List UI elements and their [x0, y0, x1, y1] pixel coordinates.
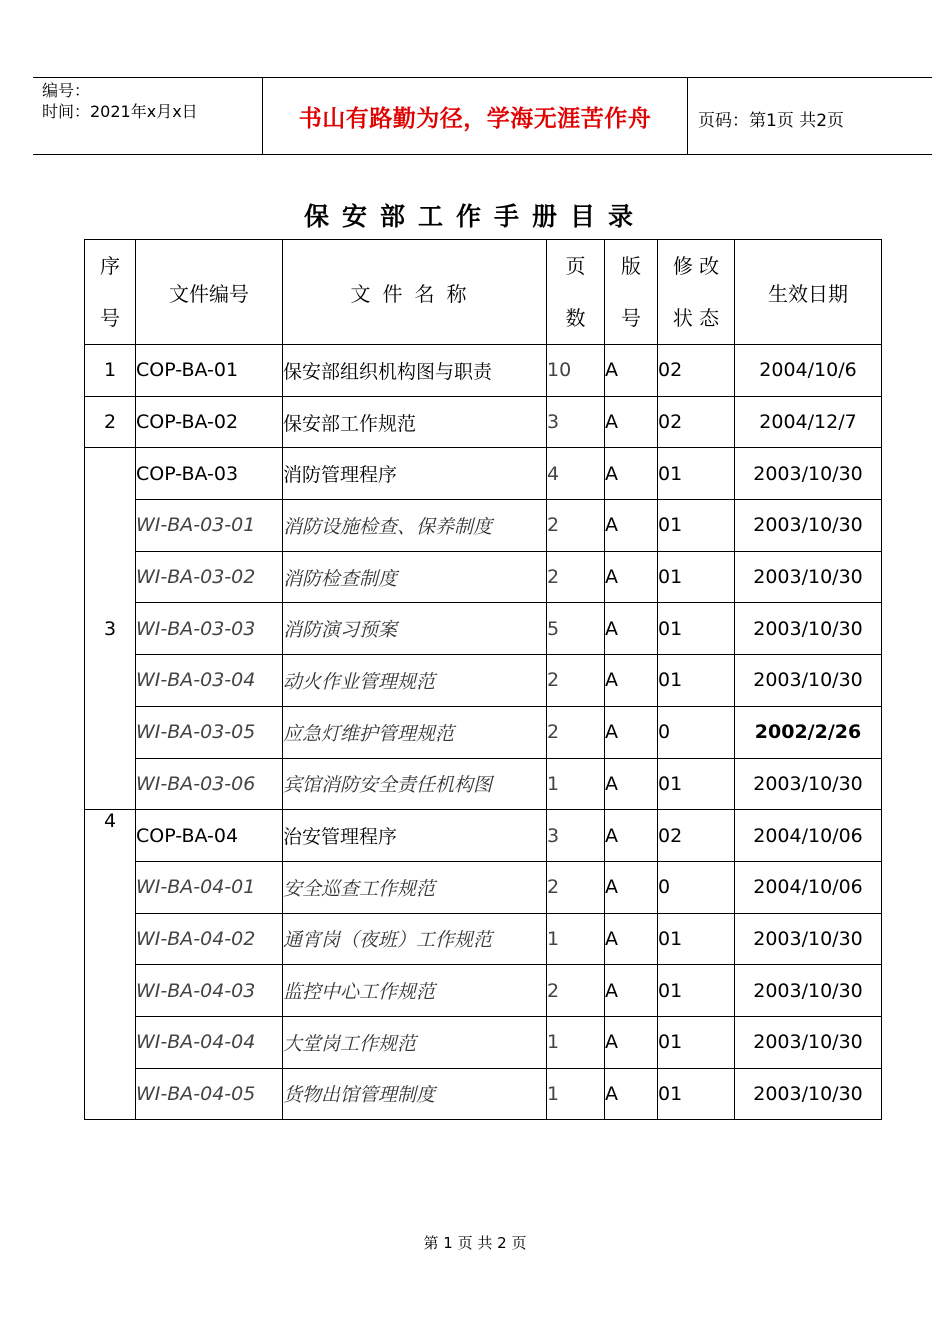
header-bottom-rule — [33, 154, 932, 155]
file-name: 监控中心工作规范 — [283, 965, 547, 1017]
table-row — [85, 861, 882, 913]
file-name: 大堂岗工作规范 — [283, 1016, 547, 1068]
table-header-row — [85, 240, 882, 345]
document-number-label: 编号： — [42, 81, 91, 100]
revision: 01 — [658, 1068, 735, 1120]
seq-cell: 2 — [85, 396, 136, 448]
file-name: 保安部组织机构图与职责 — [283, 345, 547, 397]
version: A — [605, 655, 658, 707]
effective-date: 2003/10/30 — [735, 448, 882, 500]
table-row — [85, 810, 882, 862]
page-count: 2 — [547, 551, 605, 603]
table-row — [85, 706, 882, 758]
version: A — [605, 603, 658, 655]
file-code: WI-BA-03-03 — [136, 603, 283, 655]
header-top-rule — [33, 77, 932, 78]
revision: 02 — [658, 810, 735, 862]
revision: 01 — [658, 1016, 735, 1068]
file-name: 货物出馆管理制度 — [283, 1068, 547, 1120]
file-code: WI-BA-03-02 — [136, 551, 283, 603]
table-row — [85, 1068, 882, 1120]
seq-cell: 3 — [85, 448, 136, 810]
file-code: WI-BA-04-02 — [136, 913, 283, 965]
file-code: WI-BA-03-01 — [136, 500, 283, 552]
effective-date: 2003/10/30 — [735, 551, 882, 603]
revision: 01 — [658, 603, 735, 655]
table-row — [85, 396, 882, 448]
file-name: 消防管理程序 — [283, 448, 547, 500]
page-count: 5 — [547, 603, 605, 655]
revision: 0 — [658, 706, 735, 758]
table-row — [85, 551, 882, 603]
file-name: 消防检查制度 — [283, 551, 547, 603]
table-row — [85, 758, 882, 810]
file-code: WI-BA-03-05 — [136, 706, 283, 758]
effective-date: 2004/10/06 — [735, 861, 882, 913]
revision: 01 — [658, 965, 735, 1017]
file-code: COP-BA-03 — [136, 448, 283, 500]
page-count: 3 — [547, 396, 605, 448]
version: A — [605, 1068, 658, 1120]
effective-date: 2004/12/7 — [735, 396, 882, 448]
file-code: WI-BA-04-04 — [136, 1016, 283, 1068]
file-code: WI-BA-03-06 — [136, 758, 283, 810]
revision: 0 — [658, 861, 735, 913]
file-name: 应急灯维护管理规范 — [283, 706, 547, 758]
file-code: WI-BA-04-05 — [136, 1068, 283, 1120]
document-time-label: 时间：2021年x月x日 — [42, 102, 198, 121]
effective-date: 2003/10/30 — [735, 1068, 882, 1120]
page-count: 1 — [547, 758, 605, 810]
table-row — [85, 448, 882, 500]
version: A — [605, 913, 658, 965]
revision: 01 — [658, 500, 735, 552]
effective-date: 2004/10/06 — [735, 810, 882, 862]
version: A — [605, 706, 658, 758]
seq-cell: 4 — [85, 810, 136, 1120]
file-name: 安全巡查工作规范 — [283, 861, 547, 913]
effective-date: 2003/10/30 — [735, 758, 882, 810]
version: A — [605, 965, 658, 1017]
header-version: 版 号 — [605, 240, 658, 345]
version: A — [605, 1016, 658, 1068]
file-name: 通宵岗（夜班）工作规范 — [283, 913, 547, 965]
revision: 02 — [658, 345, 735, 397]
table-row — [85, 345, 882, 397]
page-count: 2 — [547, 655, 605, 707]
page-count: 1 — [547, 1068, 605, 1120]
table-row — [85, 655, 882, 707]
table-row — [85, 603, 882, 655]
file-code: WI-BA-03-04 — [136, 655, 283, 707]
header-motto: 书山有路勤为径，学海无涯苦作舟 — [298, 106, 652, 132]
file-name: 动火作业管理规范 — [283, 655, 547, 707]
file-code: WI-BA-04-03 — [136, 965, 283, 1017]
file-code: WI-BA-04-01 — [136, 861, 283, 913]
page-count: 2 — [547, 965, 605, 1017]
header-pages: 页 数 — [547, 240, 605, 345]
header-revision: 修 改 状 态 — [658, 240, 735, 345]
page-count: 10 — [547, 345, 605, 397]
file-code: COP-BA-04 — [136, 810, 283, 862]
revision: 01 — [658, 913, 735, 965]
page-count: 1 — [547, 913, 605, 965]
document-title: 保安部工作手册目录 — [303, 202, 646, 231]
version: A — [605, 448, 658, 500]
file-name: 消防演习预案 — [283, 603, 547, 655]
version: A — [605, 758, 658, 810]
page-count: 2 — [547, 500, 605, 552]
header-name: 文件名称 — [283, 240, 547, 345]
file-name: 治安管理程序 — [283, 810, 547, 862]
revision: 01 — [658, 551, 735, 603]
page-count: 2 — [547, 861, 605, 913]
file-name: 消防设施检查、保养制度 — [283, 500, 547, 552]
page-count: 2 — [547, 706, 605, 758]
revision: 01 — [658, 758, 735, 810]
effective-date: 2003/10/30 — [735, 500, 882, 552]
effective-date: 2003/10/30 — [735, 655, 882, 707]
table-row — [85, 500, 882, 552]
file-code: COP-BA-02 — [136, 396, 283, 448]
header-effective-date: 生效日期 — [735, 240, 882, 345]
revision: 02 — [658, 396, 735, 448]
version: A — [605, 810, 658, 862]
version: A — [605, 500, 658, 552]
page-count: 1 — [547, 1016, 605, 1068]
page-footer: 第 1 页 共 2 页 — [423, 1234, 527, 1252]
file-code: COP-BA-01 — [136, 345, 283, 397]
table-row — [85, 913, 882, 965]
header-seq: 序 号 — [85, 240, 136, 345]
table-row — [85, 965, 882, 1017]
header-code: 文件编号 — [136, 240, 283, 345]
header-divider-right — [687, 77, 688, 155]
version: A — [605, 551, 658, 603]
effective-date: 2003/10/30 — [735, 603, 882, 655]
version: A — [605, 861, 658, 913]
file-name: 保安部工作规范 — [283, 396, 547, 448]
contents-table — [84, 239, 882, 1120]
header-page-label: 页码：第1页 共2页 — [698, 111, 845, 131]
effective-date: 2003/10/30 — [735, 913, 882, 965]
seq-cell: 1 — [85, 345, 136, 397]
version: A — [605, 396, 658, 448]
effective-date: 2004/10/6 — [735, 345, 882, 397]
table-row — [85, 1016, 882, 1068]
version: A — [605, 345, 658, 397]
effective-date: 2003/10/30 — [735, 965, 882, 1017]
revision: 01 — [658, 655, 735, 707]
revision: 01 — [658, 448, 735, 500]
effective-date: 2002/2/26 — [735, 706, 882, 758]
effective-date: 2003/10/30 — [735, 1016, 882, 1068]
file-name: 宾馆消防安全责任机构图 — [283, 758, 547, 810]
page-count: 3 — [547, 810, 605, 862]
page-count: 4 — [547, 448, 605, 500]
header-meta — [42, 80, 198, 122]
